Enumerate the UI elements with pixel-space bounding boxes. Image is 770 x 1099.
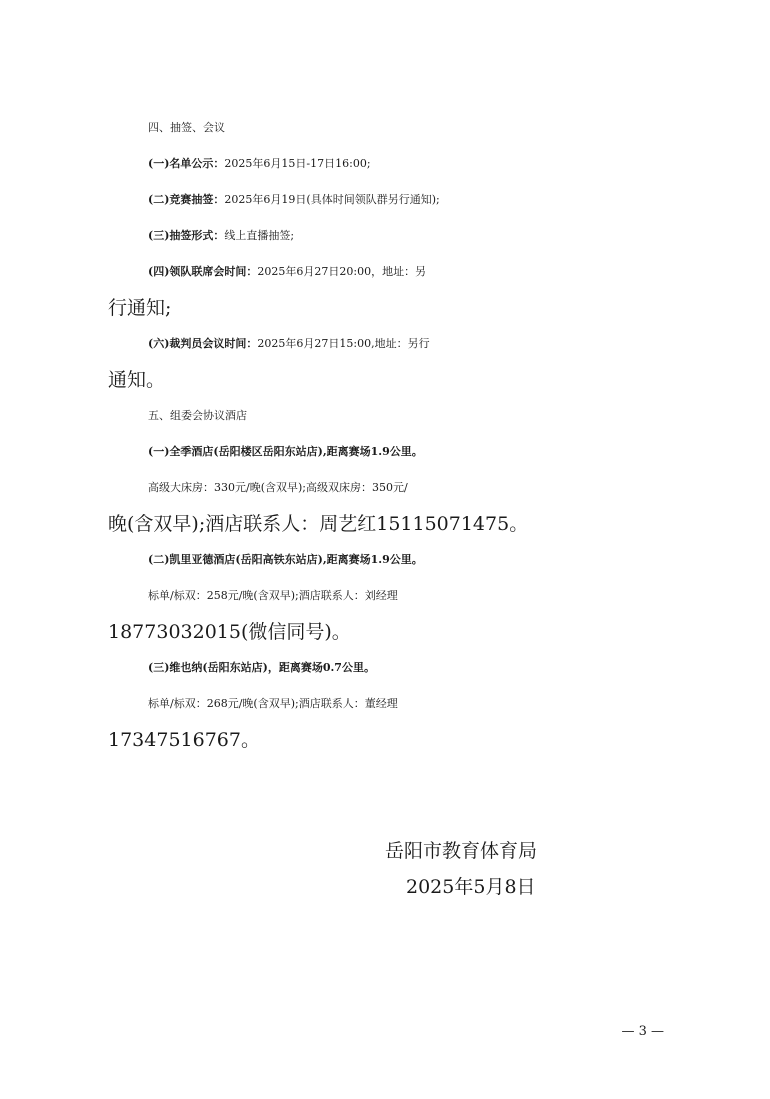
item-text: 2025年6月15日-17日16:00;: [224, 157, 371, 170]
hotel-title-3: (三)维也纳(岳阳东站店)，距离赛场0.7公里。: [148, 661, 375, 674]
signature-date: 2025年5月8日: [406, 876, 536, 898]
section-heading-5: 五、组委会协议酒店: [148, 409, 247, 422]
hotel-detail: 晚(含双早);酒店联系人：周艺红15115071475。: [108, 513, 529, 535]
item-text: 2025年6月27日15:00,地址：另行: [257, 337, 430, 350]
hotel-detail: 标单/标双：268元/晚(含双早);酒店联系人：董经理: [148, 697, 398, 710]
list-item-referee-meeting: [148, 331, 713, 357]
item-text: 2025年6月27日20:00，地址：另: [257, 265, 427, 278]
section-heading-4: 四、抽签、会议: [148, 121, 225, 134]
list-item-draw: [148, 187, 713, 213]
list-item-leader-meeting: [148, 259, 713, 285]
list-item-continuation: 行通知;: [108, 297, 172, 319]
list-item-continuation: 通知。: [108, 369, 166, 391]
item-label: (四)领队联席会时间：: [148, 265, 258, 278]
item-label: (二)竞赛抽签：: [148, 193, 225, 206]
item-text: 2025年6月19日(具体时间领队群另行通知);: [224, 193, 440, 206]
signature-organization: 岳阳市教育体育局: [385, 840, 538, 862]
item-label: (六)裁判员会议时间：: [148, 337, 258, 350]
hotel-title-2: (二)凯里亚德酒店(岳阳高铁东站店),距离赛场1.9公里。: [148, 553, 423, 566]
item-label: (一)名单公示：: [148, 157, 225, 170]
list-item-schedule: [148, 151, 713, 177]
hotel-detail: 17347516767。: [108, 729, 260, 751]
hotel-detail: 高级大床房：330元/晚(含双早);高级双床房：350元/: [148, 481, 408, 494]
hotel-detail: 18773032015(微信同号)。: [108, 621, 351, 643]
hotel-detail: 标单/标双：258元/晚(含双早);酒店联系人：刘经理: [148, 589, 398, 602]
hotel-title-1: (一)全季酒店(岳阳楼区岳阳东站店),距离赛场1.9公里。: [148, 445, 423, 458]
item-text: 线上直播抽签;: [224, 229, 295, 242]
item-label: (三)抽签形式：: [148, 229, 225, 242]
page-number: — 3 —: [621, 1024, 664, 1039]
list-item-draw-format: [148, 223, 713, 249]
